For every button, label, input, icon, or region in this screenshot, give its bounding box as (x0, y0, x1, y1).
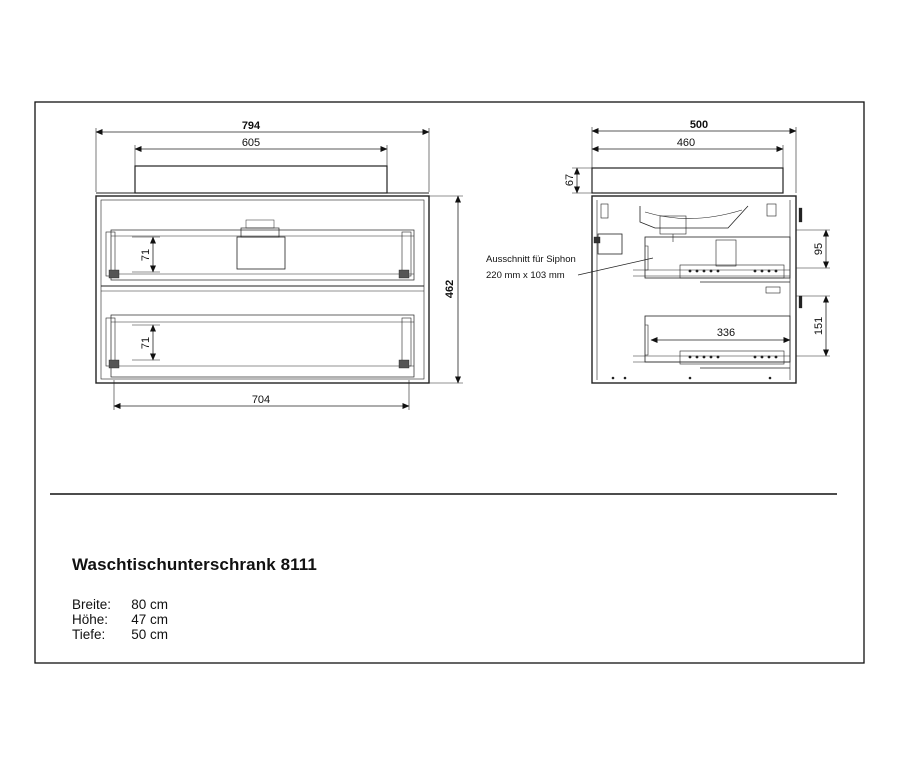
side-view (572, 127, 830, 383)
lower-drawer-side (645, 316, 790, 362)
dim-336-label: 336 (716, 327, 736, 339)
siphon-leader-line (578, 258, 653, 275)
siphon-note-line1: Ausschnitt für Siphon (486, 254, 576, 265)
dim-460-label: 460 (676, 137, 696, 149)
spec-label: Tiefe: (72, 627, 106, 642)
dim-71-lower-label: 71 (140, 336, 152, 350)
spec-label: Breite: (72, 597, 112, 612)
spec-row-height (72, 612, 317, 627)
dim-151-label: 151 (813, 316, 825, 336)
spec-row-depth (72, 627, 317, 642)
dim-67-label: 67 (564, 173, 576, 187)
basin-front (135, 166, 387, 193)
siphon-cutout-front (237, 237, 285, 269)
front-view (96, 128, 463, 410)
dim-71-upper-label: 71 (140, 248, 152, 262)
dim-605-label: 605 (241, 137, 261, 149)
title-block (72, 555, 317, 642)
product-title: Waschtischunterschrank 8111 (72, 555, 317, 574)
basin-side (592, 168, 783, 193)
dim-95-label: 95 (813, 242, 825, 256)
siphon-block (598, 234, 622, 254)
carcass-side (592, 196, 796, 383)
dim-500-label: 500 (689, 119, 709, 131)
dim-794-label: 794 (241, 120, 261, 132)
dim-704-label: 704 (251, 394, 271, 406)
spec-value: 80 cm (131, 597, 168, 612)
spec-value: 47 cm (131, 612, 168, 627)
spec-label: Höhe: (72, 612, 109, 627)
siphon-note-line2: 220 mm x 103 mm (486, 270, 565, 281)
dim-462-label: 462 (444, 279, 456, 299)
spec-row-width (72, 597, 317, 612)
spec-value: 50 cm (131, 627, 168, 642)
carcass-front (96, 196, 429, 383)
